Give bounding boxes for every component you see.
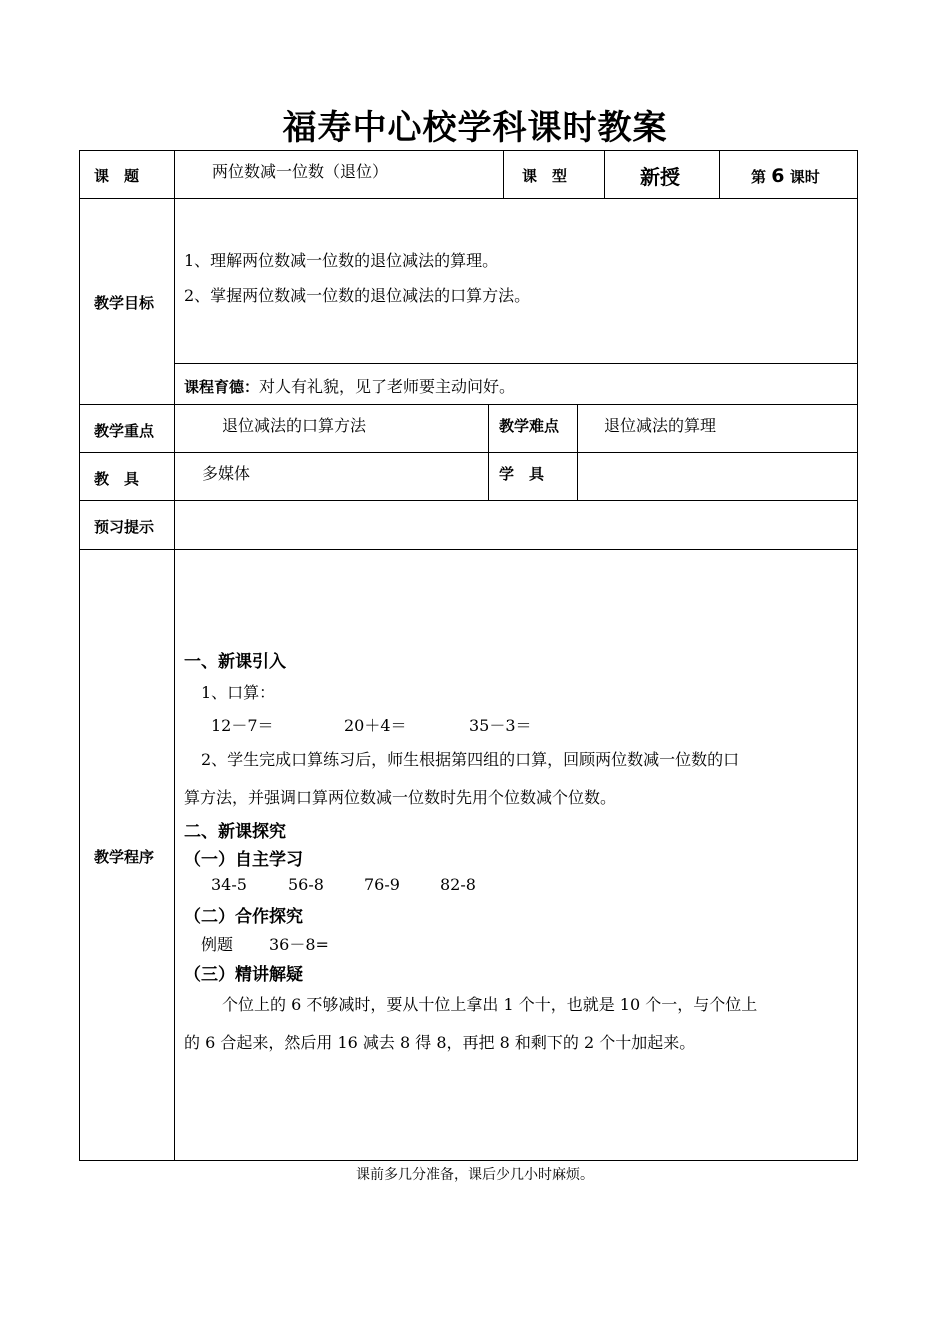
topic-value: 两位数减一位数（退位） — [212, 162, 389, 181]
section-heading: 二、新课探究 — [184, 822, 286, 842]
example-expression: 36－8= — [269, 935, 329, 954]
objective-item: 1、理解两位数减一位数的退位减法的算理。 — [184, 251, 499, 270]
example-label: 例题 — [201, 935, 234, 954]
procedure-item: 1、口算： — [201, 683, 276, 702]
section-heading: 一、新课引入 — [184, 652, 286, 672]
calc-item: 20＋4＝ — [344, 716, 407, 735]
procedure-label: 教学程序 — [94, 848, 155, 866]
moral-education — [184, 374, 515, 397]
calc-item: 76-9 — [364, 875, 400, 894]
calc-item: 34-5 — [211, 875, 247, 894]
type-label: 课 型 — [522, 167, 568, 185]
lesson-number-field — [751, 165, 820, 187]
type-value: 新授 — [640, 165, 680, 189]
procedure-paragraph: 个位上的 6 不够减时，要从十位上拿出 1 个十，也就是 10 个一，与个位上 — [222, 995, 758, 1014]
footer-motto: 课前多几分准备，课后少几小时麻烦。 — [356, 1167, 594, 1183]
lesson-suffix: 课时 — [789, 168, 820, 186]
procedure-paragraph: 算方法，并强调口算两位数减一位数时先用个位数减个位数。 — [184, 788, 617, 807]
calc-item: 82-8 — [440, 875, 476, 894]
document-title: 福寿中心校学科课时教案 — [282, 108, 668, 148]
key-point-label: 教学重点 — [94, 422, 155, 440]
calc-item: 35－3＝ — [469, 716, 532, 735]
moral-label: 课程育德： — [184, 378, 260, 396]
objective-item: 2、掌握两位数减一位数的退位减法的口算方法。 — [184, 286, 531, 305]
preview-label: 预习提示 — [94, 518, 155, 536]
key-point-value: 退位减法的口算方法 — [222, 416, 367, 435]
teacher-tools-value: 多媒体 — [202, 464, 251, 483]
subsection-heading: （一）自主学习 — [184, 850, 303, 870]
lesson-number: 6 — [771, 165, 785, 187]
procedure-paragraph: 2、学生完成口算练习后，师生根据第四组的口算，回顾两位数减一位数的口 — [201, 750, 740, 769]
difficulty-value: 退位减法的算理 — [604, 416, 717, 435]
subsection-heading: （二）合作探究 — [184, 907, 303, 927]
lesson-prefix: 第 — [751, 168, 767, 186]
topic-label: 课 题 — [94, 167, 140, 185]
subsection-heading: （三）精讲解疑 — [184, 965, 303, 985]
objectives-label: 教学目标 — [94, 294, 155, 312]
calc-item: 56-8 — [288, 875, 324, 894]
moral-text: 对人有礼貌，见了老师要主动问好。 — [259, 377, 516, 396]
difficulty-label: 教学难点 — [499, 417, 560, 435]
student-tools-label: 学 具 — [499, 465, 545, 483]
teacher-tools-label: 教 具 — [94, 470, 140, 488]
procedure-paragraph: 的 6 合起来，然后用 16 减去 8 得 8，再把 8 和剩下的 2 个十加起来。 — [184, 1033, 696, 1052]
calc-item: 12－7＝ — [211, 716, 274, 735]
